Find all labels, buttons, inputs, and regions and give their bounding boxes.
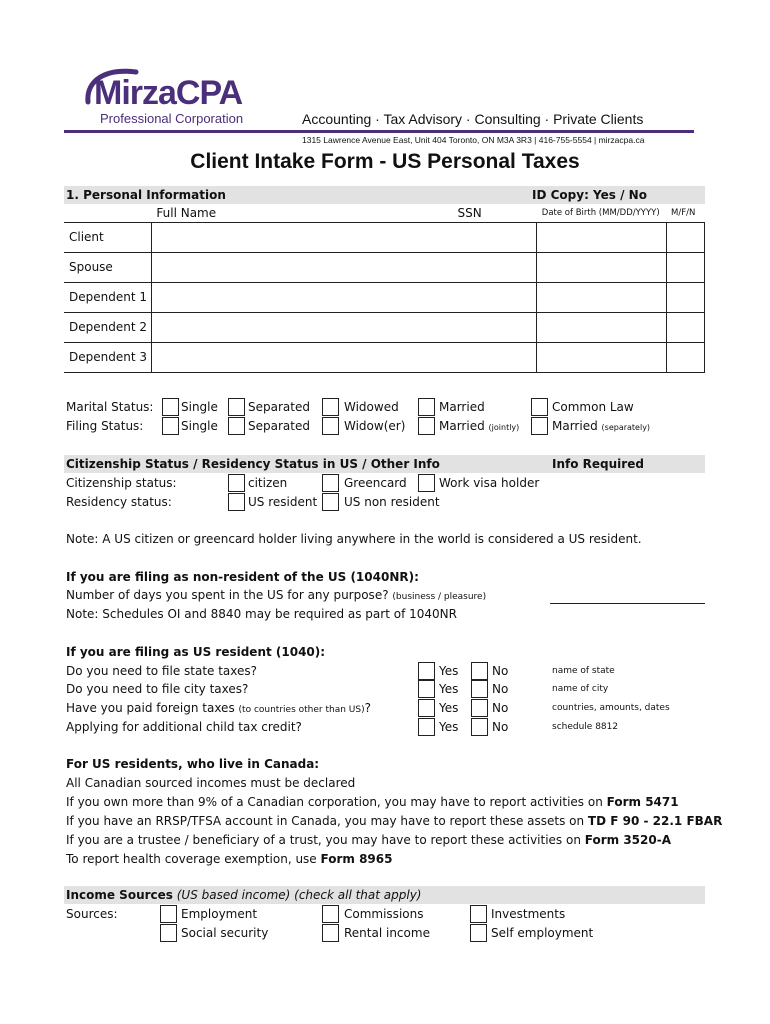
- dob-field[interactable]: [537, 282, 666, 312]
- filing-status-label: Filing Status:: [66, 419, 144, 433]
- page-title: Client Intake Form - US Personal Taxes: [190, 150, 580, 173]
- marital-single-checkbox[interactable]: [162, 398, 179, 416]
- citizenship-option-label: Work visa holder: [439, 476, 540, 490]
- col-ssn: SSN: [457, 205, 482, 220]
- no-label: No: [492, 720, 509, 734]
- city-taxes-no-checkbox[interactable]: [471, 680, 488, 698]
- foreign-tax-note: (to countries other than US): [238, 705, 365, 715]
- full-name-field[interactable]: [151, 342, 536, 372]
- marital-status-label: Marital Status:: [66, 400, 154, 414]
- child-tax-credit-no-checkbox[interactable]: [471, 718, 488, 736]
- marital-option-label: Single: [181, 400, 218, 414]
- marital-option-label: Common Law: [552, 400, 634, 414]
- citizen-checkbox[interactable]: [228, 474, 245, 492]
- marital-option-label: Widowed: [344, 400, 399, 414]
- marital-common-law-checkbox[interactable]: [531, 398, 548, 416]
- row-label: Spouse: [64, 252, 151, 282]
- filing-single-checkbox[interactable]: [162, 417, 179, 435]
- col-dob: Date of Birth (MM/DD/YYYY): [541, 207, 660, 218]
- work-visa-checkbox[interactable]: [418, 474, 435, 492]
- sex-field[interactable]: [666, 252, 704, 282]
- yes-label: Yes: [439, 682, 459, 696]
- days-in-us-field[interactable]: [550, 603, 705, 604]
- filing-option-label: Married (separately): [552, 419, 651, 433]
- header-rule: [64, 130, 694, 133]
- marital-married-checkbox[interactable]: [418, 398, 435, 416]
- dob-field[interactable]: [537, 342, 666, 372]
- canada-line: To report health coverage exemption, use Form 8965: [66, 852, 393, 866]
- yes-label: Yes: [439, 701, 459, 715]
- question-label: Have you paid foreign taxes (to countries other than US)?: [66, 701, 371, 715]
- us-resident-checkbox[interactable]: [228, 493, 245, 511]
- row-label: Client: [64, 222, 151, 252]
- marital-separated-checkbox[interactable]: [228, 398, 245, 416]
- filing-married-jointly-checkbox[interactable]: [418, 417, 435, 435]
- question-label: Do you need to file state taxes?: [66, 664, 258, 678]
- no-label: No: [492, 682, 509, 696]
- row-label: Dependent 3: [64, 342, 151, 372]
- sex-field[interactable]: [666, 222, 704, 252]
- income-option-label: Social security: [181, 926, 269, 940]
- marital-option-label: Married: [439, 400, 485, 414]
- dob-field[interactable]: [537, 222, 666, 252]
- section-title-personal: 1. Personal Information: [66, 188, 226, 202]
- self-employment-checkbox[interactable]: [470, 924, 487, 942]
- filing-option-label: Widow(er): [344, 419, 406, 433]
- filing-option-label: Separated: [248, 419, 310, 433]
- purpose-note: (business / pleasure): [392, 592, 487, 602]
- income-option-label: Employment: [181, 907, 258, 921]
- full-name-field[interactable]: [151, 312, 536, 342]
- dob-field[interactable]: [537, 252, 666, 282]
- filing-widower-checkbox[interactable]: [322, 417, 339, 435]
- city-taxes-yes-checkbox[interactable]: [418, 680, 435, 698]
- question-label: Applying for additional child tax credit?: [66, 720, 302, 734]
- address: 1315 Lawrence Avenue East, Unit 404 Toronto, ON M3A 3R3 | 416-755-5554 | mirzacpa.ca: [302, 135, 645, 145]
- foreign-taxes-no-checkbox[interactable]: [471, 699, 488, 717]
- nonresident-heading: If you are filing as non-resident of the US (1040NR):: [66, 570, 419, 584]
- logo-text: MirzaCPA: [94, 74, 243, 112]
- filing-option-label: Single: [181, 419, 218, 433]
- canada-line: All Canadian sourced incomes must be declared: [66, 776, 356, 790]
- foreign-taxes-yes-checkbox[interactable]: [418, 699, 435, 717]
- yes-label: Yes: [439, 664, 459, 678]
- filing-option-label: Married (jointly): [439, 419, 520, 433]
- col-sex: M/F/N: [671, 207, 696, 218]
- canada-line: If you are a trustee / beneficiary of a trust, you may have to report these activities on Form 3520-A: [66, 833, 671, 847]
- filing-married-separately-checkbox[interactable]: [531, 417, 548, 435]
- no-label: No: [492, 664, 509, 678]
- form-3520a: Form 3520-A: [584, 833, 671, 847]
- employment-checkbox[interactable]: [160, 905, 177, 923]
- income-option-label: Self employment: [491, 926, 594, 940]
- social-security-checkbox[interactable]: [160, 924, 177, 942]
- id-copy[interactable]: ID Copy: Yes / No: [532, 188, 647, 202]
- residency-option-label: US resident: [248, 495, 318, 509]
- commissions-checkbox[interactable]: [322, 905, 339, 923]
- full-name-field[interactable]: [151, 252, 536, 282]
- sex-field[interactable]: [666, 282, 704, 312]
- sex-field[interactable]: [666, 342, 704, 372]
- citizenship-option-label: Greencard: [344, 476, 407, 490]
- no-label: No: [492, 701, 509, 715]
- table-row: [64, 342, 705, 372]
- form-fbar: TD F 90 - 22.1 FBAR: [587, 814, 723, 828]
- separately-note: (separately): [601, 423, 651, 432]
- table-row: [64, 222, 705, 252]
- dob-field[interactable]: [537, 312, 666, 342]
- canada-line: If you have an RRSP/TFSA account in Canada, you may have to report these assets on TD F 90 - 22.1 FBAR: [66, 814, 723, 828]
- citizenship-option-label: citizen: [248, 476, 288, 490]
- full-name-field[interactable]: [151, 222, 536, 252]
- yes-label: Yes: [439, 720, 459, 734]
- us-non-resident-checkbox[interactable]: [322, 493, 339, 511]
- schedules-note: Note: Schedules OI and 8840 may be required as part of 1040NR: [66, 607, 457, 621]
- table-row: [64, 312, 705, 342]
- days-in-us-question: Number of days you spent in the US for any purpose? (business / pleasure): [66, 588, 487, 602]
- logo-subtitle: Professional Corporation: [100, 111, 244, 126]
- rental-income-checkbox[interactable]: [322, 924, 339, 942]
- residency-option-label: US non resident: [344, 495, 440, 509]
- canada-line: If you own more than 9% of a Canadian corporation, you may have to report activities on Form 5471: [66, 795, 679, 809]
- residency-status-label: Residency status:: [66, 495, 172, 509]
- income-option-label: Rental income: [344, 926, 430, 940]
- info-required-hint: schedule 8812: [552, 722, 619, 732]
- info-required-hint: countries, amounts, dates: [552, 703, 670, 713]
- sex-field[interactable]: [666, 312, 704, 342]
- marital-option-label: Separated: [248, 400, 310, 414]
- greencard-checkbox[interactable]: [322, 474, 339, 492]
- state-taxes-yes-checkbox[interactable]: [418, 662, 435, 680]
- section-title-income: Income Sources (US based income) (check all that apply): [66, 888, 422, 902]
- row-label: Dependent 1: [64, 282, 151, 312]
- services-tagline: Accounting · Tax Advisory · Consulting · Private Clients: [302, 111, 644, 127]
- marital-widowed-checkbox[interactable]: [322, 398, 339, 416]
- child-tax-credit-yes-checkbox[interactable]: [418, 718, 435, 736]
- info-required-hint: name of city: [552, 684, 609, 694]
- income-option-label: Investments: [491, 907, 566, 921]
- resident-heading: If you are filing as US resident (1040):: [66, 645, 326, 659]
- income-option-label: Commissions: [344, 907, 424, 921]
- state-taxes-no-checkbox[interactable]: [471, 662, 488, 680]
- resident-note: Note: A US citizen or greencard holder living anywhere in the world is considered a US resident.: [66, 532, 642, 546]
- full-name-field[interactable]: [151, 282, 536, 312]
- jointly-note: (jointly): [488, 423, 520, 432]
- table-row: [64, 252, 705, 282]
- info-required-hint: name of state: [552, 666, 615, 676]
- question-label: Do you need to file city taxes?: [66, 682, 249, 696]
- section-title-citizenship: Citizenship Status / Residency Status in US / Other Info: [66, 457, 440, 471]
- form-5471: Form 5471: [606, 795, 679, 809]
- sources-label: Sources:: [66, 907, 118, 921]
- logo: [80, 66, 255, 128]
- row-label: Dependent 2: [64, 312, 151, 342]
- filing-separated-checkbox[interactable]: [228, 417, 245, 435]
- citizenship-status-label: Citizenship status:: [66, 476, 177, 490]
- investments-checkbox[interactable]: [470, 905, 487, 923]
- canada-heading: For US residents, who live in Canada:: [66, 757, 320, 771]
- personal-info-table: [64, 204, 705, 373]
- col-full-name: Full Name: [156, 205, 217, 220]
- info-required-header: Info Required: [552, 457, 644, 471]
- table-row: [64, 282, 705, 312]
- form-8965: Form 8965: [320, 852, 393, 866]
